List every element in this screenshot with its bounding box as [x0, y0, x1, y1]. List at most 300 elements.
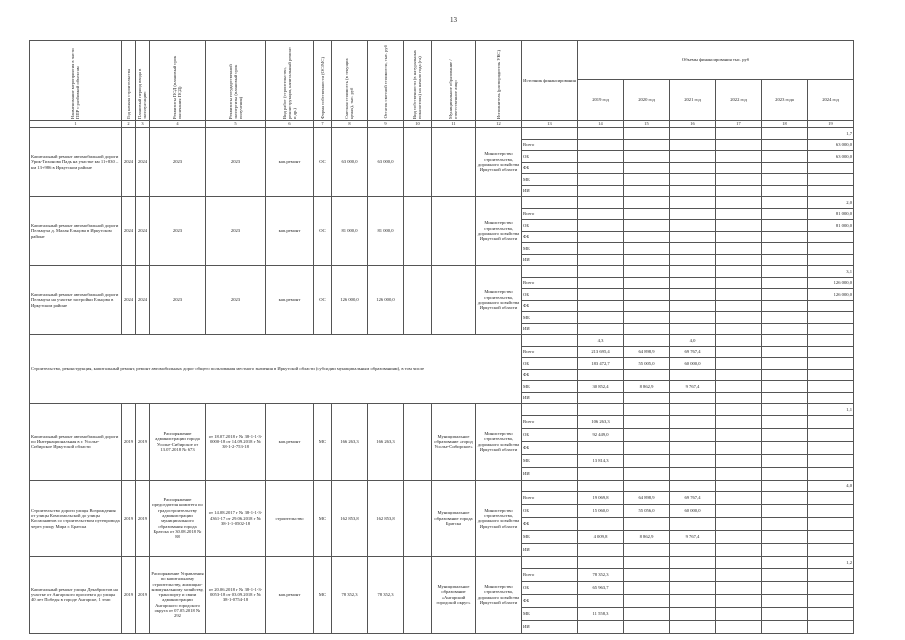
- fund-value: [762, 323, 808, 335]
- indicator-cell: [762, 480, 808, 492]
- fund-value: [762, 568, 808, 581]
- fund-value: [808, 441, 854, 454]
- fund-label: ФБ: [522, 594, 578, 607]
- ownership: ОС: [314, 128, 332, 197]
- col-number-19: 19: [808, 121, 854, 128]
- fund-value: [578, 208, 624, 220]
- fund-value-2024: [808, 174, 854, 186]
- fund-value: [808, 594, 854, 607]
- remaining-cost: 81 000,0: [368, 197, 404, 266]
- indicator-cell: [670, 480, 716, 492]
- col-number-18: 18: [762, 121, 808, 128]
- header-col-13: Источник финансирования: [522, 41, 578, 121]
- fund-value: [670, 289, 716, 301]
- fund-value: [578, 151, 624, 163]
- start-year: 2024: [122, 266, 136, 335]
- fund-label-empty: [522, 197, 578, 209]
- psd-details: 2023: [150, 128, 206, 197]
- fund-label: ФБ: [522, 369, 578, 381]
- fund-value: [578, 254, 624, 266]
- fund-label: ОБ: [522, 220, 578, 232]
- fund-value-2024: [808, 312, 854, 324]
- section-indicator: 4,0: [670, 335, 716, 347]
- estimated-cost: 166 263,3: [332, 404, 368, 481]
- header-col-1-text: Наименование мероприятия в части ППР с разбивкой объектам: [70, 48, 81, 119]
- fund-value: [670, 441, 716, 454]
- indicator-cell: [762, 128, 808, 140]
- header-col-10-text: Вид собственности (в натуральных показателях) на начало года (га): [412, 49, 423, 119]
- end-year: 2024: [136, 128, 150, 197]
- col-number-6: 6: [266, 121, 314, 128]
- indicator-cell: [624, 128, 670, 140]
- col-number-7: 7: [314, 121, 332, 128]
- col-number-14: 14: [578, 121, 624, 128]
- fund-value: [762, 620, 808, 633]
- fund-value-2024: [808, 231, 854, 243]
- fund-value: [578, 220, 624, 232]
- fund-value: [624, 185, 670, 197]
- end-year: 2019: [136, 480, 150, 557]
- indicator-cell: [716, 557, 762, 569]
- fund-value: [578, 231, 624, 243]
- expertise-details: 2023: [206, 197, 266, 266]
- fund-value: [624, 518, 670, 531]
- fund-label-empty: [522, 335, 578, 347]
- col-number-4: 4: [150, 121, 206, 128]
- fund-value: [624, 289, 670, 301]
- fund-value: [808, 467, 854, 480]
- fund-label: ФБ: [522, 441, 578, 454]
- fund-label: ИИ: [522, 254, 578, 266]
- object-name: Строительство дороги улицы Возрождения от улицы Комсомольской до улицы Космонавтов со строительством путепровода через улицу Мира г. Братска: [30, 480, 122, 557]
- fund-value: [808, 607, 854, 620]
- header-col-6-text: Вид работ (строительство, реконструкция, капитальный ремонт и др.): [281, 46, 298, 119]
- fund-value: [808, 369, 854, 381]
- fund-value: [624, 220, 670, 232]
- expertise-details: от 18.07.2018 г № 38-1-1-3-0000-18 от 14.09.2018 г № 38-1-2-753-18: [206, 404, 266, 481]
- fund-value: [578, 441, 624, 454]
- fund-label: Всего: [522, 346, 578, 358]
- fund-value: [716, 277, 762, 289]
- fund-value: [716, 358, 762, 370]
- header-col-7: [314, 41, 332, 121]
- fund-value: [578, 312, 624, 324]
- fund-label: ИИ: [522, 620, 578, 633]
- year-5: 2023 года: [762, 80, 808, 121]
- fund-value: [808, 568, 854, 581]
- fund-value: [762, 415, 808, 428]
- fund-value: 9 767,4: [670, 531, 716, 544]
- fund-value: [670, 277, 716, 289]
- indicator-cell: [670, 128, 716, 140]
- fund-value: 106 263,3: [578, 415, 624, 428]
- section-fund-value: 9 767,4: [670, 381, 716, 393]
- natural-indicator: [404, 404, 432, 481]
- end-year: 2019: [136, 557, 150, 634]
- section-caption: Строительство, реконструкция, капитальный ремонт, ремонт автомобильных дорог общего пользования местного значения в Иркутской области (субсидии муниципальным образованиям), в том числе: [30, 335, 522, 404]
- header-col-11-text: Муниципальное образование / ответственное лицо: [448, 59, 459, 119]
- fund-value: [578, 544, 624, 557]
- section-fund-value: 213 695,4: [578, 346, 624, 358]
- natural-indicator: [404, 197, 432, 266]
- fund-value: 13 814,3: [578, 454, 624, 467]
- fund-label: ИИ: [522, 392, 578, 404]
- fund-value: [670, 300, 716, 312]
- remaining-cost: 63 000,0: [368, 128, 404, 197]
- expertise-details: от 20.06.2018 г № 38-1-1-3-0053-18 от 03.09.2018 г № 38-1-0754-18: [206, 557, 266, 634]
- year-6: 2024 год: [808, 80, 854, 121]
- fund-label-empty: [522, 128, 578, 140]
- fund-label: МБ: [522, 607, 578, 620]
- indicator-cell: [716, 480, 762, 492]
- indicator-cell: [624, 480, 670, 492]
- col-number-3: 3: [136, 121, 150, 128]
- fund-value: [716, 254, 762, 266]
- section-fund-value: 60 000,0: [670, 358, 716, 370]
- indicator-row: [30, 197, 854, 209]
- indicator-cell: [578, 128, 624, 140]
- fund-value: [670, 185, 716, 197]
- fund-label: ОБ: [522, 428, 578, 441]
- fund-value: [624, 607, 670, 620]
- fund-value: [762, 594, 808, 607]
- col-number-5: 5: [206, 121, 266, 128]
- fund-value: [670, 415, 716, 428]
- fund-value: [762, 346, 808, 358]
- fund-label: ФБ: [522, 518, 578, 531]
- section-fund-value: [578, 369, 624, 381]
- indicator-row: [30, 404, 854, 416]
- fund-value: 19 069,8: [578, 492, 624, 505]
- natural-indicator: [404, 128, 432, 197]
- ownership: МС: [314, 480, 332, 557]
- fund-value: [670, 581, 716, 594]
- fund-label: МБ: [522, 454, 578, 467]
- fund-value: [716, 185, 762, 197]
- header-col-1: [30, 41, 122, 121]
- fund-value: [624, 277, 670, 289]
- indicator-row: [30, 557, 854, 569]
- indicator-value: 1,1: [808, 404, 854, 416]
- fund-value: [762, 358, 808, 370]
- remaining-cost: 78 352,3: [368, 557, 404, 634]
- fund-label: Всего: [522, 139, 578, 151]
- natural-indicator: [404, 557, 432, 634]
- col-number-15: 15: [624, 121, 670, 128]
- col-number-13: 13: [522, 121, 578, 128]
- fund-value: [716, 454, 762, 467]
- psd-details: 2023: [150, 197, 206, 266]
- fund-value: [762, 531, 808, 544]
- fund-value: [578, 162, 624, 174]
- indicator-cell: [624, 557, 670, 569]
- col-number-16: 16: [670, 121, 716, 128]
- fund-label: ФБ: [522, 300, 578, 312]
- fund-value: [716, 392, 762, 404]
- fund-value: [670, 208, 716, 220]
- fund-value-2024: [808, 243, 854, 255]
- fund-value: [670, 594, 716, 607]
- indicator-cell: [716, 404, 762, 416]
- indicator-cell: [762, 557, 808, 569]
- header-col-9-text: Остаток сметной стоимости, тыс. руб: [382, 45, 388, 119]
- indicator-cell: [578, 557, 624, 569]
- fund-value: [578, 620, 624, 633]
- col-number-17: 17: [716, 121, 762, 128]
- fund-value: [624, 594, 670, 607]
- estimated-cost: 81 000,0: [332, 197, 368, 266]
- fund-value: [578, 277, 624, 289]
- header-col-12: [476, 41, 522, 121]
- fund-value: [716, 568, 762, 581]
- fund-value: [762, 289, 808, 301]
- fund-value: [624, 208, 670, 220]
- fund-value: [762, 277, 808, 289]
- indicator-cell: [578, 480, 624, 492]
- fund-value: [716, 492, 762, 505]
- fund-value-2024: 126 000,0: [808, 277, 854, 289]
- fund-label: ОБ: [522, 358, 578, 370]
- indicator-cell: [808, 335, 854, 347]
- fund-value: [624, 323, 670, 335]
- work-type: кап.ремонт: [266, 128, 314, 197]
- fund-value: [716, 594, 762, 607]
- fund-value: [670, 454, 716, 467]
- fund-value: [762, 392, 808, 404]
- fund-value: [578, 174, 624, 186]
- fund-label: ОБ: [522, 505, 578, 518]
- fund-value: [808, 620, 854, 633]
- estimated-cost: 162 853,8: [332, 480, 368, 557]
- fund-value-2024: 126 000,0: [808, 289, 854, 301]
- indicator-cell: [762, 404, 808, 416]
- fund-label: ИИ: [522, 185, 578, 197]
- municipality: Муниципальное образование «город Усолье-Сибирское»: [432, 404, 476, 481]
- end-year: 2019: [136, 404, 150, 481]
- fund-value: [808, 428, 854, 441]
- fund-value: [670, 220, 716, 232]
- fund-value: [624, 139, 670, 151]
- fund-value: [762, 581, 808, 594]
- section-fund-value: 183 472,7: [578, 358, 624, 370]
- fund-value-2024: 81 000,0: [808, 208, 854, 220]
- indicator-cell: [670, 266, 716, 278]
- work-type: кап.ремонт: [266, 197, 314, 266]
- col-number-11: 11: [432, 121, 476, 128]
- fund-value: [808, 531, 854, 544]
- fund-value: [762, 518, 808, 531]
- section-indicator: 4,3: [578, 335, 624, 347]
- column-numbers-row: [30, 121, 854, 128]
- header-col-8-text: Сметная стоимость (в текущих ценах), тыс. руб: [344, 57, 355, 119]
- executor: Министерство строительства, дорожного хозяйства Иркутской области: [476, 480, 522, 557]
- executor: Министерство строительства, дорожного хозяйства Иркутской области: [476, 557, 522, 634]
- fund-label-empty: [522, 404, 578, 416]
- fund-value: 64 898,9: [624, 492, 670, 505]
- fund-value: [716, 505, 762, 518]
- col-number-1: 1: [30, 121, 122, 128]
- fund-value: [716, 441, 762, 454]
- ownership: ОС: [314, 266, 332, 335]
- fund-label: МБ: [522, 531, 578, 544]
- fund-label: ФБ: [522, 231, 578, 243]
- fund-value: [670, 467, 716, 480]
- section-fund-value: [670, 369, 716, 381]
- fund-value: [716, 139, 762, 151]
- fund-value: [716, 300, 762, 312]
- object-name: Капитальный ремонт автомобильной дороги Пельмуха на участке застройки Ельцова в Иркутском районе: [30, 266, 122, 335]
- col-number-2: 2: [122, 121, 136, 128]
- indicator-cell: [670, 197, 716, 209]
- fund-value: [578, 323, 624, 335]
- fund-value: [624, 568, 670, 581]
- fund-value: [624, 441, 670, 454]
- section-fund-value: 69 767,4: [670, 346, 716, 358]
- fund-value: [716, 208, 762, 220]
- fund-value: [716, 162, 762, 174]
- fund-value: [716, 369, 762, 381]
- fund-value: [578, 518, 624, 531]
- estimated-cost: 63 000,0: [332, 128, 368, 197]
- fund-value: [670, 620, 716, 633]
- indicator-value: 3,1: [808, 266, 854, 278]
- object-name: Капитальный ремонт автомобильной дороги Пельмуха д. Малая Ельцова в Иркутском районе: [30, 197, 122, 266]
- fund-value: [624, 174, 670, 186]
- fund-value: [624, 428, 670, 441]
- header-col-8: [332, 41, 368, 121]
- fund-value-2024: [808, 323, 854, 335]
- header-col-11: [432, 41, 476, 121]
- work-type: кап.ремонт: [266, 266, 314, 335]
- start-year: 2024: [122, 197, 136, 266]
- fund-value: [670, 231, 716, 243]
- fund-value: [578, 289, 624, 301]
- header-col-9: [368, 41, 404, 121]
- fund-value: [762, 231, 808, 243]
- fund-value: [716, 231, 762, 243]
- fund-value: [808, 358, 854, 370]
- indicator-value: 1,7: [808, 128, 854, 140]
- fund-label-empty: [522, 266, 578, 278]
- indicator-cell: [716, 197, 762, 209]
- financing-table: [29, 40, 854, 634]
- fund-value: [808, 581, 854, 594]
- executor: Министерство строительства, дорожного хозяйства Иркутской области: [476, 404, 522, 481]
- fund-value: [808, 392, 854, 404]
- fund-label: ИИ: [522, 323, 578, 335]
- header-col-10: [404, 41, 432, 121]
- fund-value: [716, 620, 762, 633]
- executor: Министерство строительства, дорожного хозяйства Иркутской области: [476, 266, 522, 335]
- ownership: МС: [314, 557, 332, 634]
- estimated-cost: 78 352,3: [332, 557, 368, 634]
- fund-value: [762, 208, 808, 220]
- remaining-cost: 126 000,0: [368, 266, 404, 335]
- fund-value: [716, 220, 762, 232]
- indicator-cell: [624, 266, 670, 278]
- funding-title: Объемы финансирования тыс. руб: [578, 41, 854, 80]
- indicator-cell: [624, 197, 670, 209]
- end-year: 2024: [136, 197, 150, 266]
- start-year: 2019: [122, 404, 136, 481]
- fund-value: [624, 467, 670, 480]
- fund-label: ОБ: [522, 151, 578, 163]
- fund-value: [762, 151, 808, 163]
- indicator-value: 2,0: [808, 197, 854, 209]
- fund-value: [578, 139, 624, 151]
- fund-value: [762, 220, 808, 232]
- fund-value: [808, 492, 854, 505]
- indicator-cell: [716, 266, 762, 278]
- year-4: 2022 год: [716, 80, 762, 121]
- expertise-details: 2023: [206, 266, 266, 335]
- fund-value: [762, 139, 808, 151]
- fund-value: [670, 312, 716, 324]
- remaining-cost: 162 853,8: [368, 480, 404, 557]
- fund-value: [762, 428, 808, 441]
- fund-label: Всего: [522, 492, 578, 505]
- header-col-12-text: Исполнитель (распорядитель УКС): [495, 49, 501, 119]
- fund-value: [716, 174, 762, 186]
- fund-label: Всего: [522, 277, 578, 289]
- fund-value: [762, 381, 808, 393]
- fund-label: ИИ: [522, 467, 578, 480]
- object-name: Капитальный ремонт автомобильной дороги по Интернациональная в г. Усолье-Сибирское Иркутской области: [30, 404, 122, 481]
- section-fund-value: [624, 392, 670, 404]
- page-number: 13: [450, 16, 457, 24]
- fund-value-2024: 81 000,0: [808, 220, 854, 232]
- fund-value: [624, 454, 670, 467]
- section-fund-value: 55 005,0: [624, 358, 670, 370]
- fund-value: [716, 428, 762, 441]
- fund-value: [808, 381, 854, 393]
- indicator-cell: [624, 404, 670, 416]
- header-col-3-text: Плановый период ввода в эксплуатацию: [137, 68, 148, 119]
- fund-value: [578, 300, 624, 312]
- fund-label: МБ: [522, 243, 578, 255]
- natural-indicator: [404, 266, 432, 335]
- natural-indicator: [404, 480, 432, 557]
- header-col-2: [122, 41, 136, 121]
- fund-value: 78 352,3: [578, 568, 624, 581]
- fund-value: [808, 544, 854, 557]
- fund-value: [762, 162, 808, 174]
- indicator-cell: [716, 335, 762, 347]
- fund-label-empty: [522, 557, 578, 569]
- fund-label: Всего: [522, 568, 578, 581]
- fund-value: [808, 454, 854, 467]
- work-type: строительство: [266, 480, 314, 557]
- municipality: Муниципальное образование города Братска: [432, 480, 476, 557]
- municipality: Муниципальное образование «Ангарский городской округ»: [432, 557, 476, 634]
- year-2: 2020 год: [624, 80, 670, 121]
- start-year: 2019: [122, 557, 136, 634]
- fund-value: 4 009,8: [578, 531, 624, 544]
- fund-value: 8 862,9: [624, 531, 670, 544]
- fund-value: [578, 243, 624, 255]
- col-number-9: 9: [368, 121, 404, 128]
- col-number-10: 10: [404, 121, 432, 128]
- header-col-4-text: Реквизиты ПСД (плановый срок окончания ПСД): [172, 55, 183, 119]
- fund-label: ФБ: [522, 162, 578, 174]
- indicator-value: 1,2: [808, 557, 854, 569]
- header-col-7-text: Форма собственности (ОС/МС): [319, 56, 325, 119]
- fund-value: [624, 581, 670, 594]
- fund-value: 60 000,0: [670, 505, 716, 518]
- header-col-3: [136, 41, 150, 121]
- fund-value: [624, 312, 670, 324]
- section-fund-value: [578, 392, 624, 404]
